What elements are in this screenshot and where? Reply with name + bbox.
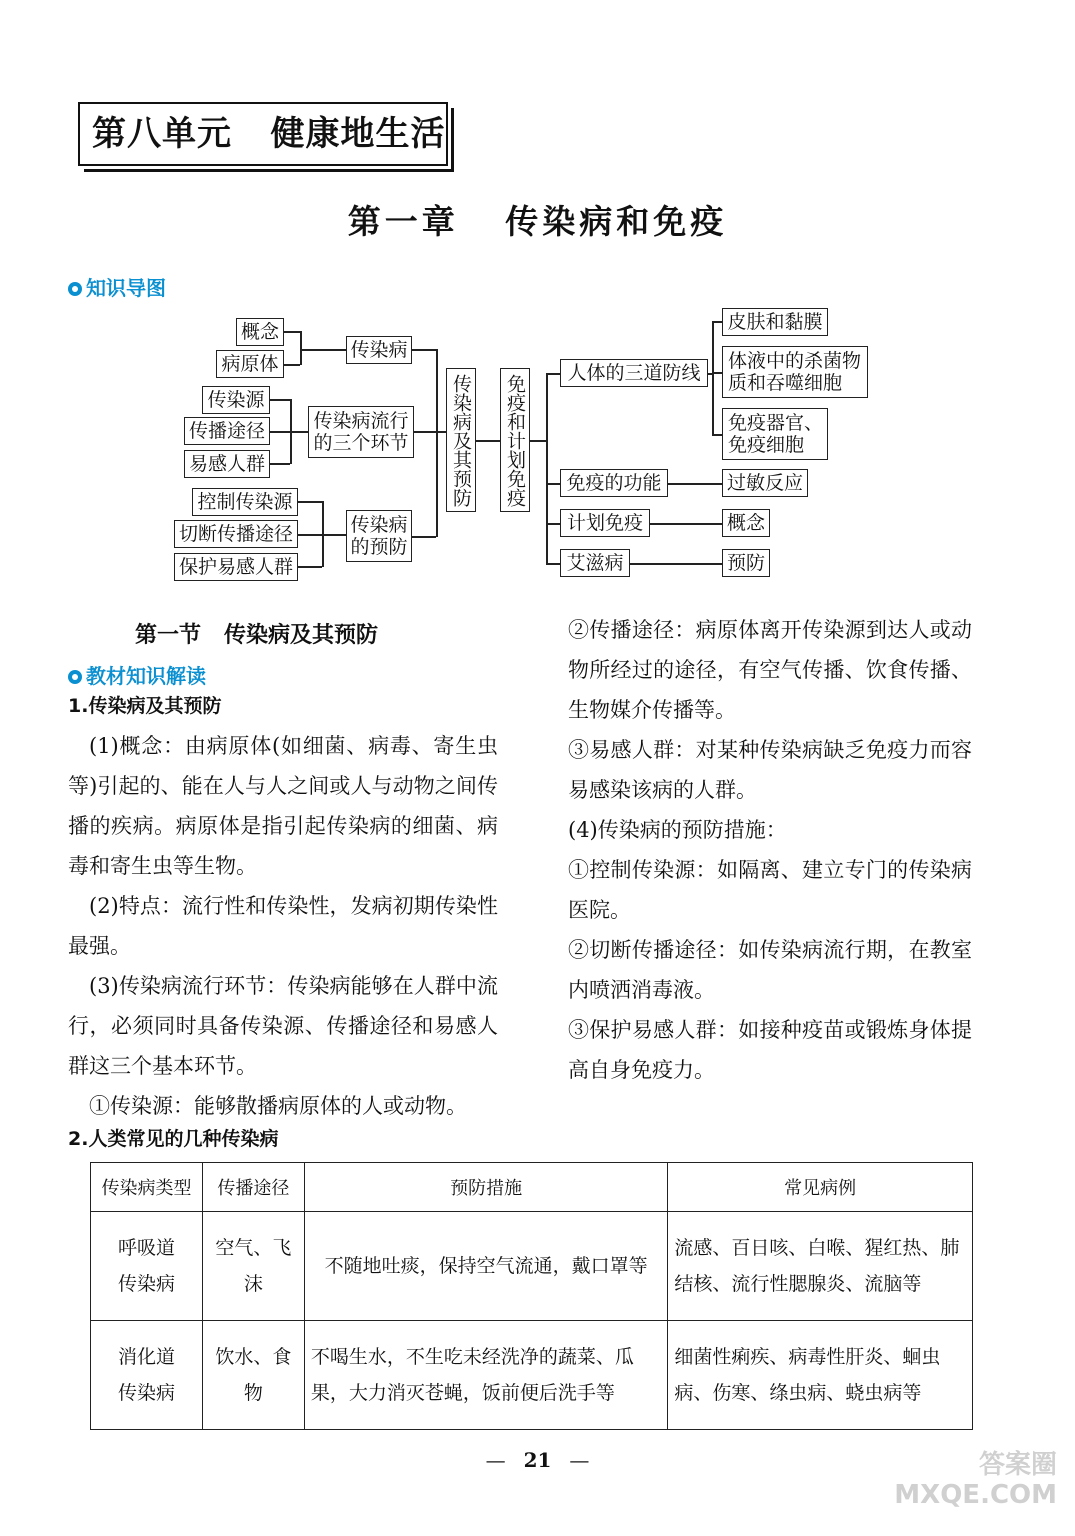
mm-source: 传染源 [202, 386, 270, 414]
table-header: 传染病类型 [91, 1163, 203, 1212]
table-cell-type: 消化道传染病 [91, 1321, 203, 1430]
connector [530, 440, 546, 442]
section-title: 第一节 传染病及其预防 [135, 623, 378, 648]
connector [712, 434, 722, 436]
table-cell-type: 呼吸道传染病 [91, 1212, 203, 1321]
mm-aids: 艾滋病 [560, 549, 630, 577]
table-row [91, 1212, 973, 1321]
mm-prevention: 传染病的预防 [346, 510, 412, 562]
table-header: 常见病例 [668, 1163, 973, 1212]
connector [298, 566, 322, 568]
control-paragraph: ①控制传染源：如隔离、建立专门的传染病医院。 [568, 858, 972, 922]
connector [284, 331, 300, 333]
connector [300, 349, 346, 351]
connector [712, 372, 722, 374]
connector [546, 373, 548, 563]
connector [300, 331, 302, 365]
protect-paragraph: ③保护易感人群：如接种疫苗或锻炼身体提高自身免疫力。 [568, 1018, 972, 1082]
connector [650, 523, 722, 525]
disease-table [90, 1162, 973, 1430]
mm-three-links: 传染病流行的三个环节 [308, 406, 414, 458]
heading-1: 1.传染病及其预防 [68, 695, 222, 717]
mm-right-main: 免疫和计划免疫 [500, 368, 530, 512]
connector [668, 483, 722, 485]
mm-concept: 概念 [236, 318, 284, 346]
page-dash: — [569, 1448, 590, 1472]
connector [476, 440, 500, 442]
table-cell-examples: 流感、百日咳、白喉、猩红热、肺结核、流行性腮腺炎、流脑等 [668, 1212, 973, 1321]
mm-route: 传播途径 [184, 417, 270, 445]
tag-bullet-icon [68, 670, 82, 684]
connector [546, 483, 560, 485]
right-column [568, 610, 972, 1090]
table-cell-prevent: 不随地吐痰，保持空气流通，戴口罩等 [304, 1212, 668, 1321]
susceptible-paragraph: ③易感人群：对某种传染病缺乏免疫力而容易感染该病的人群。 [568, 738, 972, 802]
left-column [68, 686, 498, 1126]
explain-tag-label: 教材知识解读 [86, 664, 206, 688]
connector [284, 364, 300, 366]
links-paragraph: (3)传染病流行环节：传染病能够在人群中流行，必须同时具备传染源、传播途径和易感人群这三个基本环节。 [68, 974, 498, 1078]
table-cell-prevent: 不喝生水，不生吃未经洗净的蔬菜、瓜果，大力消灭苍蝇，饭前便后洗手等 [304, 1321, 668, 1430]
mm-disease: 传染病 [346, 336, 412, 364]
connector [414, 431, 446, 433]
mm-plan: 计划免疫 [560, 509, 650, 537]
table-header: 传播途径 [202, 1163, 304, 1212]
mindmap-tag [68, 272, 166, 301]
table-cell-route: 空气、飞沫 [202, 1212, 304, 1321]
explain-tag [68, 660, 206, 689]
measures-heading: (4)传染病的预防措施： [568, 818, 787, 842]
mm-aids-prevent: 预防 [722, 549, 770, 577]
mm-susceptible: 易感人群 [184, 450, 270, 478]
connector [298, 501, 322, 503]
table-cell-examples: 细菌性痢疾、病毒性肝炎、蛔虫病、伤寒、绦虫病、蛲虫病等 [668, 1321, 973, 1430]
concept-paragraph: (1)概念：由病原体(如细菌、病毒、寄生虫等)引起的、能在人与人之间或人与动物之间传播的疾病。病原体是指引起传染病的细菌、病毒和寄生虫等生物。 [68, 734, 498, 878]
watermark: 答案圈 MXQE.COM [894, 1450, 1057, 1510]
mm-skin: 皮肤和黏膜 [722, 308, 828, 336]
mm-three-lines: 人体的三道防线 [560, 359, 708, 387]
mm-plan-concept: 概念 [722, 509, 770, 537]
table-cell-route: 饮水、食物 [202, 1321, 304, 1430]
mm-control: 控制传染源 [192, 488, 298, 516]
unit-title: 第八单元 健康地生活 [78, 102, 448, 166]
page-number-value: 21 [523, 1448, 552, 1472]
feature-paragraph: (2)特点：流行性和传染性，发病初期传染性最强。 [68, 894, 498, 958]
connector [270, 431, 308, 433]
connector [412, 536, 436, 538]
connector [270, 463, 290, 465]
route-paragraph: ②传播途径：病原体离开传染源到达人或动物所经过的途径，有空气传播、饮食传播、生物媒介传播等。 [568, 618, 972, 722]
connector [436, 349, 438, 537]
mm-left-main: 传染病及其预防 [446, 368, 476, 512]
chapter-title: 第一章 传染病和免疫 [347, 202, 728, 241]
heading-2: 2.人类常见的几种传染病 [68, 1128, 279, 1150]
mm-protect: 保护易感人群 [174, 553, 298, 581]
mm-cut: 切断传播途径 [174, 520, 298, 548]
mm-function: 免疫的功能 [560, 469, 668, 497]
connector [290, 399, 292, 464]
connector [546, 373, 560, 375]
mm-organs: 免疫器官、免疫细胞 [722, 408, 828, 460]
table-header-row [91, 1163, 973, 1212]
connector [546, 563, 560, 565]
connector [322, 501, 324, 567]
connector [630, 563, 722, 565]
mm-allergy: 过敏反应 [722, 469, 808, 497]
mm-fluid: 体液中的杀菌物质和吞噬细胞 [722, 346, 868, 398]
table-header: 预防措施 [304, 1163, 668, 1212]
page-dash: — [485, 1448, 506, 1472]
mindmap-tag-label: 知识导图 [86, 276, 166, 300]
connector [412, 349, 436, 351]
connector [546, 523, 560, 525]
tag-bullet-icon [68, 282, 82, 296]
cut-paragraph: ②切断传播途径：如传染病流行期，在教室内喷洒消毒液。 [568, 938, 972, 1002]
connector [270, 399, 290, 401]
connector [712, 321, 722, 323]
source-paragraph: ①传染源：能够散播病原体的人或动物。 [89, 1094, 467, 1118]
mm-pathogen: 病原体 [216, 350, 284, 378]
table-row [91, 1321, 973, 1430]
connector [712, 321, 714, 434]
